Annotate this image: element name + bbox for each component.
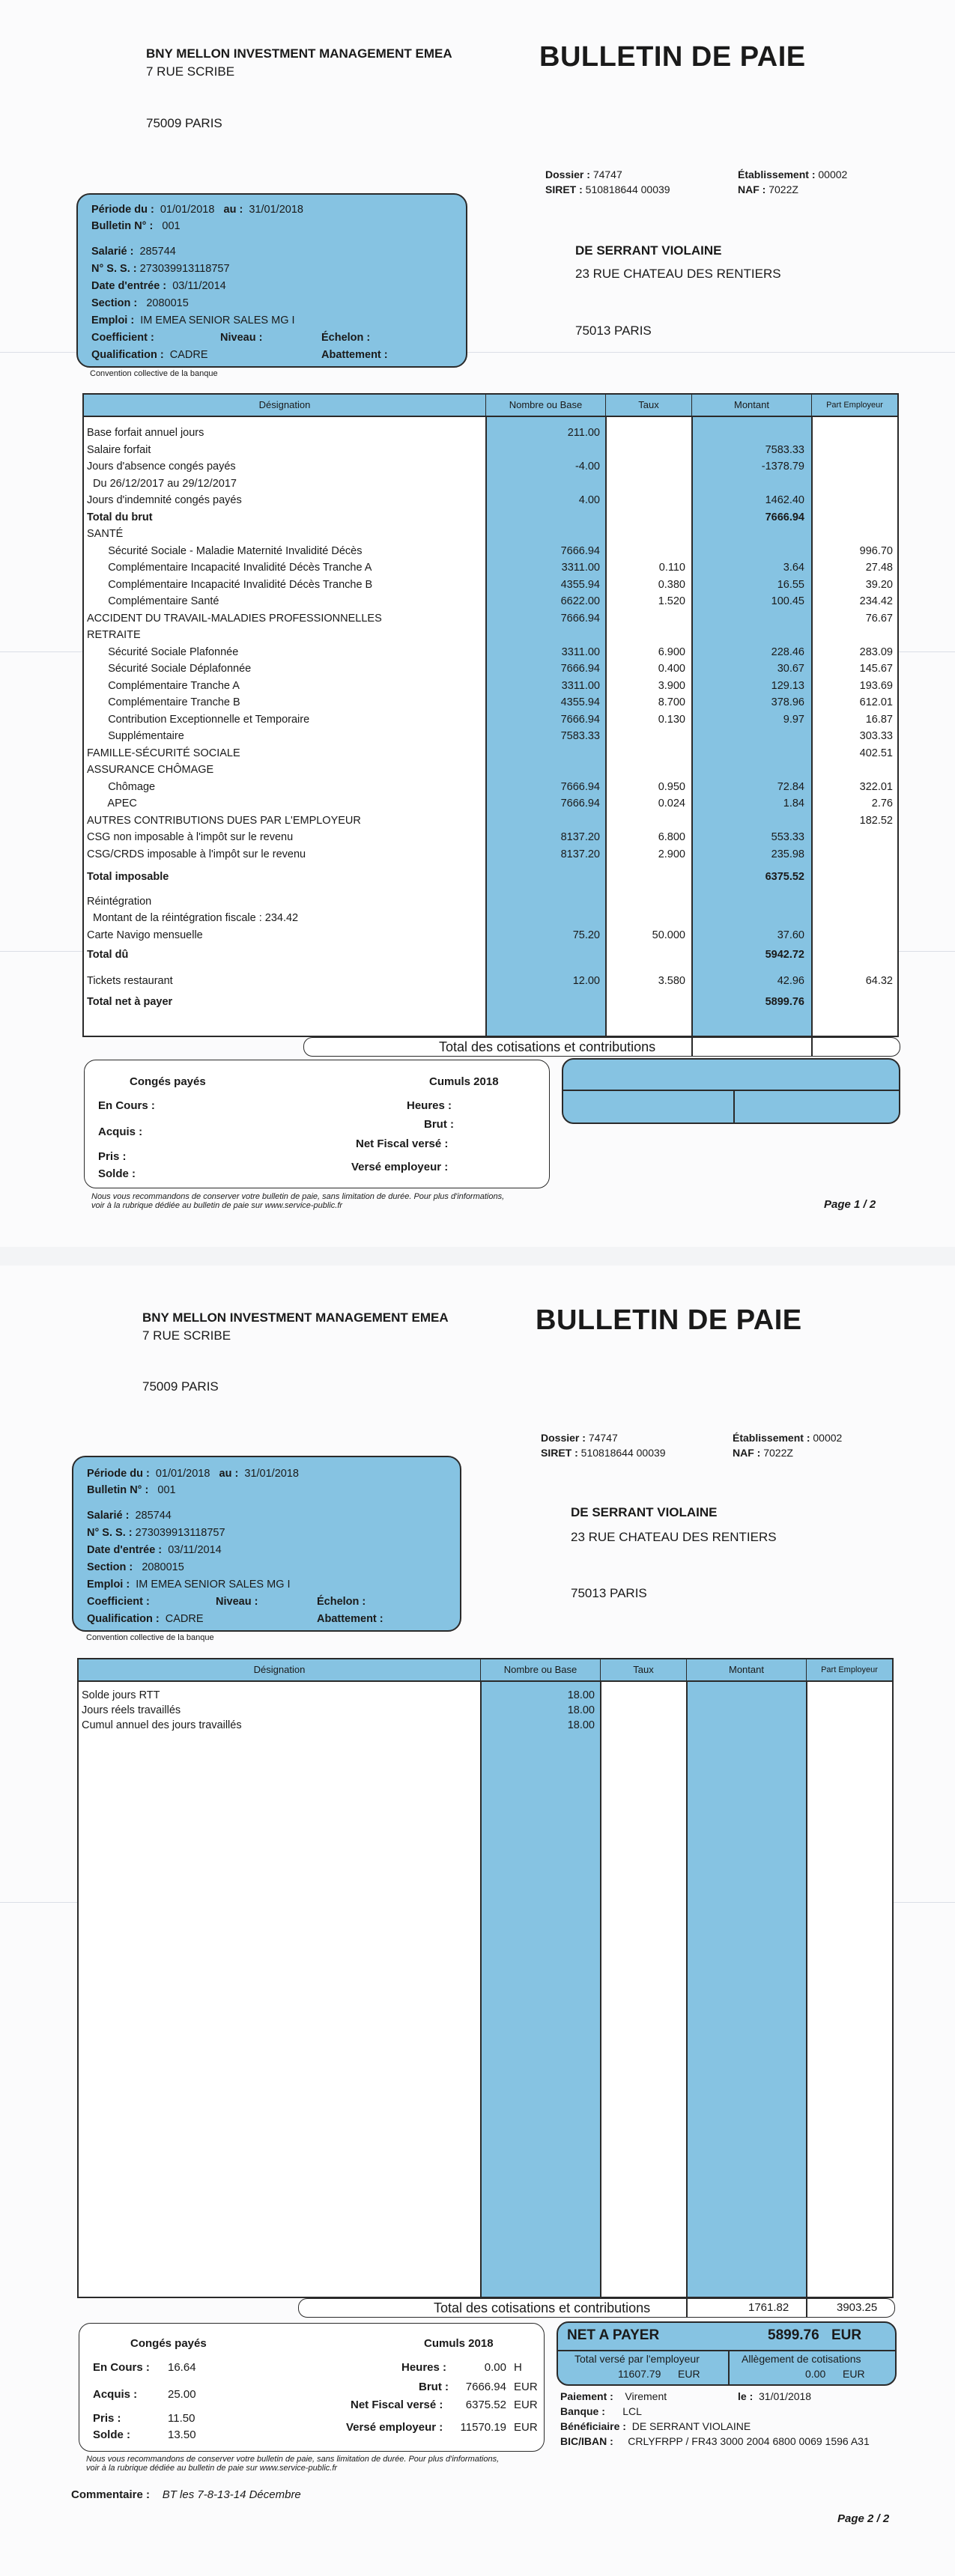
row-label: AUTRES CONTRIBUTIONS DUES PAR L'EMPLOYEUR [87, 814, 361, 827]
pris-value: 11.50 [168, 2412, 195, 2425]
total-verse-value: 11607.79 [618, 2368, 661, 2380]
row-taux [606, 443, 685, 458]
recipient-city: 75013 PARIS [571, 1586, 647, 1600]
naf-info: NAF : 7022Z [738, 183, 798, 195]
document-title: BULLETIN DE PAIE [539, 41, 806, 73]
row-employeur [812, 443, 893, 458]
row-base [486, 510, 600, 525]
row-montant: 129.13 [771, 679, 804, 692]
row-montant: 9.97 [783, 713, 804, 726]
row-label: Sécurité Sociale - Maladie Maternité Invalidité Décès [87, 544, 363, 557]
convention-label: Convention collective de la banque [86, 1633, 214, 1642]
dossier-info: Dossier : 74747 [545, 168, 622, 180]
netfiscal-label: Net Fiscal versé : [356, 1137, 449, 1150]
row-label: Total net à payer [87, 996, 173, 1008]
acquis-label: Acquis : [93, 2388, 138, 2401]
row-taux: 0.024 [658, 798, 685, 809]
header-taux: Taux [606, 395, 692, 417]
row-taux: 2.900 [658, 848, 685, 860]
row-montant [692, 476, 804, 491]
employer-city: 75009 PARIS [142, 1379, 219, 1394]
net-a-payer-box [557, 2321, 897, 2386]
pris-label: Pris : [93, 2412, 121, 2425]
net-currency: EUR [831, 2327, 862, 2343]
row-montant: 553.33 [771, 831, 804, 843]
heures-value: 0.00 [484, 2361, 506, 2374]
siret-info: SIRET : 510818644 00039 [541, 1447, 666, 1459]
row-montant: 6375.52 [765, 871, 804, 883]
total-verse-unit: EUR [678, 2368, 700, 2380]
row-label: Chômage [87, 780, 156, 793]
cumuls-label: Cumuls 2018 [429, 1075, 499, 1088]
recipient-street: 23 RUE CHATEAU DES RENTIERS [575, 267, 781, 281]
row-base [486, 813, 600, 828]
employer-name: BNY MELLON INVESTMENT MANAGEMENT EMEA [146, 46, 452, 61]
row-label: Tickets restaurant [87, 974, 173, 987]
row-employeur [812, 894, 893, 909]
row-employeur: 27.48 [865, 562, 893, 574]
row-employeur [812, 526, 893, 541]
row-taux [606, 947, 685, 962]
row-montant: 235.98 [771, 848, 804, 860]
row-montant: 16.55 [777, 578, 804, 591]
header-montant: Montant [687, 1659, 807, 1682]
bic-iban-info: BIC/IBAN : CRLYFRPP / FR43 3000 2004 6800 0069 1596 A31 [560, 2435, 870, 2447]
header-designation: Désignation [84, 395, 486, 417]
row-label: Base forfait annuel jours [87, 427, 204, 439]
row-base [486, 894, 600, 909]
total-montant: 1761.82 [748, 2301, 789, 2314]
acquis-value: 25.00 [168, 2388, 196, 2401]
beneficiaire-info: Bénéficiaire : DE SERRANT VIOLAINE [560, 2420, 751, 2432]
employer-street: 7 RUE SCRIBE [142, 1328, 231, 1343]
row-label: Total dû [87, 949, 129, 961]
row-taux [606, 762, 685, 777]
payslip-table [82, 393, 899, 1037]
row-taux: 50.000 [652, 929, 685, 941]
total-cotisations-label: Total des cotisations et contributions [439, 1039, 656, 1054]
row-employeur: 996.70 [859, 544, 893, 557]
row-montant [692, 611, 804, 626]
row-montant: 30.67 [777, 663, 804, 675]
header-taux: Taux [601, 1659, 687, 1682]
row-label: RETRAITE [87, 629, 141, 641]
row-employeur: 322.01 [859, 780, 893, 793]
row-base: 7666.94 [560, 612, 600, 625]
row-label: Jours d'indemnité congés payés [87, 494, 242, 506]
total-cotisations-label: Total des cotisations et contributions [434, 2300, 651, 2315]
row-base: 7666.94 [560, 544, 600, 557]
row-base: 4.00 [578, 494, 600, 506]
row-employeur [812, 911, 893, 926]
row-montant [692, 526, 804, 541]
row-label: FAMILLE-SÉCURITÉ SOCIALE [87, 747, 240, 759]
montant-column-shade [687, 1682, 807, 2297]
row-taux: 6.800 [658, 831, 685, 843]
row-montant: 37.60 [777, 929, 804, 941]
row-employeur [812, 994, 893, 1009]
row-base [486, 443, 600, 458]
row-montant: -1378.79 [761, 461, 804, 473]
heures-label: Heures : [407, 1099, 452, 1112]
row-taux [606, 510, 685, 525]
row-label: Salaire forfait [87, 443, 151, 456]
total-employeur: 3903.25 [837, 2301, 878, 2314]
netfiscal-value: 6375.52 [465, 2399, 506, 2411]
row-montant: 42.96 [777, 974, 804, 987]
row-base: 18.00 [567, 1689, 595, 1701]
header-employeur: Part Employeur [807, 1659, 892, 1682]
row-montant [692, 746, 804, 761]
total-cotisations-bar [298, 2298, 895, 2318]
conges-label: Congés payés [130, 2337, 207, 2350]
row-montant [692, 544, 804, 559]
row-employeur: 145.67 [859, 663, 893, 675]
row-montant: 3.64 [783, 562, 804, 574]
paiement-info: Paiement : Virement [560, 2390, 667, 2402]
payslip-page-2 [0, 1266, 955, 2576]
row-employeur [812, 493, 893, 508]
total-cotisations-bar [303, 1037, 900, 1057]
header-base: Nombre ou Base [481, 1659, 601, 1682]
row-base: 7666.94 [560, 798, 600, 809]
row-base [486, 526, 600, 541]
employer-city: 75009 PARIS [146, 116, 222, 130]
cumuls-box-p2 [79, 2323, 545, 2452]
row-employeur: 76.67 [865, 612, 893, 625]
row-employeur [812, 476, 893, 491]
row-taux [606, 544, 685, 559]
row-taux [606, 526, 685, 541]
header-designation: Désignation [79, 1659, 481, 1682]
allegement-label: Allègement de cotisations [742, 2353, 861, 2365]
row-taux: 3.580 [658, 974, 685, 987]
page-number: Page 2 / 2 [837, 2512, 890, 2525]
header-employeur: Part Employeur [812, 395, 897, 417]
acquis-label: Acquis : [98, 1126, 143, 1138]
payslip-table [77, 1658, 894, 2298]
row-taux [606, 493, 685, 508]
row-base: 75.20 [572, 929, 600, 941]
row-employeur: 303.33 [859, 730, 893, 742]
row-montant [692, 628, 804, 643]
row-base: 3311.00 [561, 679, 600, 692]
row-taux [606, 869, 685, 884]
row-taux [606, 994, 685, 1009]
verse-label: Versé employeur : [351, 1161, 449, 1173]
convention-label: Convention collective de la banque [90, 369, 218, 378]
row-label: Solde jours RTT [82, 1689, 160, 1701]
row-label: APEC [87, 798, 137, 809]
recipient-name: DE SERRANT VIOLAINE [575, 243, 722, 258]
row-base [486, 994, 600, 1009]
brut-value: 7666.94 [465, 2381, 506, 2393]
dossier-info: Dossier : 74747 [541, 1432, 618, 1444]
row-label: Contribution Exceptionnelle et Temporaire [87, 713, 310, 726]
row-montant [692, 911, 804, 926]
row-montant: 5899.76 [765, 996, 804, 1008]
row-label: Total imposable [87, 871, 169, 883]
row-base [486, 746, 600, 761]
row-base [486, 628, 600, 643]
row-taux [606, 476, 685, 491]
row-employeur [812, 869, 893, 884]
row-taux: 0.380 [658, 578, 685, 591]
verse-label: Versé employeur : [346, 2421, 443, 2434]
row-taux: 1.520 [658, 595, 685, 607]
verse-value: 11570.19 [460, 2421, 506, 2434]
row-employeur [812, 847, 893, 862]
row-montant [692, 894, 804, 909]
row-taux [606, 729, 685, 744]
allegement-unit: EUR [843, 2368, 865, 2380]
row-employeur: 193.69 [859, 679, 893, 692]
row-employeur [812, 459, 893, 474]
row-taux: 0.950 [658, 780, 685, 793]
row-label: CSG/CRDS imposable à l'impôt sur le revenu [87, 848, 306, 860]
row-base: 7666.94 [560, 780, 600, 793]
row-base: 8137.20 [560, 831, 600, 843]
retention-notice: Nous vous recommandons de conserver votre bulletin de paie, sans limitation de durée. Pour plus d'informations, voir à la rubrique dédiée au bulletin de paie sur www.service-public.fr [86, 2455, 500, 2473]
netfiscal-unit: EUR [514, 2399, 538, 2411]
payslip-page-1 [0, 0, 955, 1247]
row-employeur: 283.09 [859, 645, 893, 658]
etablissement-info: Établissement : 00002 [738, 168, 848, 180]
cumuls-box-p1 [84, 1060, 550, 1188]
row-montant: 1.84 [783, 798, 804, 809]
row-employeur [812, 762, 893, 777]
row-label: Sécurité Sociale Plafonnée [87, 645, 239, 658]
row-base: 211.00 [567, 427, 600, 439]
comment: Commentaire : BT les 7-8-13-14 Décembre [71, 2488, 301, 2501]
row-base [486, 762, 600, 777]
pris-label: Pris : [98, 1150, 127, 1163]
net-box-empty [562, 1058, 900, 1124]
row-montant: 5942.72 [765, 949, 804, 961]
row-base [486, 947, 600, 962]
verse-unit: EUR [514, 2421, 538, 2434]
row-employeur: 39.20 [865, 578, 893, 591]
row-montant [692, 813, 804, 828]
row-employeur: 64.32 [865, 974, 893, 987]
row-montant [692, 729, 804, 744]
row-montant: 7583.33 [765, 443, 804, 456]
siret-info: SIRET : 510818644 00039 [545, 183, 670, 195]
row-base: 7583.33 [560, 730, 600, 742]
row-label: Complémentaire Tranche B [87, 696, 240, 708]
row-montant [692, 425, 804, 440]
row-label: Total du brut [87, 511, 153, 523]
employee-info-box: Période du : 01/01/2018 au : 31/01/2018 Bulletin N° : 001 Salarié : 285744 N° S. S. : 273039913118757 Date d'entrée : 03/11/2014 Section : 2080015 Emploi : IM EMEA SENIOR SALES MG I Coefficient : Niveau : Échelon : Qualification : CADRE Abattement : [72, 1456, 461, 1632]
row-label: Supplémentaire [87, 730, 184, 742]
solde-label: Solde : [93, 2428, 131, 2441]
row-label: Jours réels travaillés [82, 1704, 181, 1716]
encours-label: En Cours : [93, 2361, 150, 2374]
row-label: Complémentaire Tranche A [87, 679, 240, 692]
row-montant: 228.46 [771, 645, 804, 658]
net-label: NET A PAYER [567, 2327, 660, 2343]
row-taux [606, 813, 685, 828]
row-taux [606, 746, 685, 761]
row-taux [606, 611, 685, 626]
row-base: 7666.94 [560, 713, 600, 726]
brut-unit: EUR [514, 2381, 538, 2393]
row-taux: 0.110 [658, 562, 685, 574]
etablissement-info: Établissement : 00002 [733, 1432, 843, 1444]
row-taux [606, 911, 685, 926]
row-base: 8137.20 [560, 848, 600, 860]
row-employeur: 2.76 [871, 798, 893, 809]
row-montant: 100.45 [771, 595, 804, 607]
banque-info: Banque : LCL [560, 2405, 642, 2417]
row-label: Du 26/12/2017 au 29/12/2017 [87, 477, 237, 490]
row-label: CSG non imposable à l'impôt sur le revenu [87, 831, 294, 843]
row-montant [692, 762, 804, 777]
heures-unit: H [514, 2361, 522, 2374]
row-label: Jours d'absence congés payés [87, 461, 236, 473]
row-base: 18.00 [567, 1719, 595, 1731]
row-employeur: 182.52 [859, 814, 893, 827]
recipient-city: 75013 PARIS [575, 323, 652, 338]
row-label: Complémentaire Santé [87, 595, 219, 607]
page-number: Page 1 / 2 [824, 1198, 876, 1211]
row-taux: 3.900 [658, 679, 685, 692]
employer-street: 7 RUE SCRIBE [146, 64, 235, 79]
retention-notice: Nous vous recommandons de conserver votre bulletin de paie, sans limitation de durée. Pour plus d'informations, voir à la rubrique dédiée au bulletin de paie sur www.service-public.fr [91, 1192, 505, 1210]
row-base: -4.00 [574, 461, 600, 473]
row-label: Montant de la réintégration fiscale : 234.42 [87, 912, 299, 924]
heures-label: Heures : [401, 2361, 447, 2374]
row-montant: 7666.94 [765, 511, 804, 523]
row-employeur [812, 425, 893, 440]
row-label: Cumul annuel des jours travaillés [82, 1719, 242, 1731]
cumuls-label: Cumuls 2018 [424, 2337, 494, 2350]
row-employeur [812, 628, 893, 643]
row-taux [606, 459, 685, 474]
recipient-name: DE SERRANT VIOLAINE [571, 1505, 718, 1519]
row-employeur: 16.87 [865, 713, 893, 726]
row-taux [606, 425, 685, 440]
row-montant: 378.96 [771, 696, 804, 708]
encours-value: 16.64 [168, 2361, 196, 2374]
netfiscal-label: Net Fiscal versé : [351, 2399, 443, 2411]
row-label: Réintégration [87, 895, 152, 908]
naf-info: NAF : 7022Z [733, 1447, 793, 1459]
row-employeur [812, 947, 893, 962]
row-label: SANTÉ [87, 528, 124, 540]
row-base: 6622.00 [560, 595, 600, 607]
base-column-shade [481, 1682, 601, 2297]
row-label: ASSURANCE CHÔMAGE [87, 764, 214, 776]
row-employeur [812, 830, 893, 845]
row-employeur: 402.51 [859, 747, 893, 759]
row-label: Carte Navigo mensuelle [87, 929, 203, 941]
row-base: 18.00 [567, 1704, 595, 1716]
row-base: 4355.94 [560, 578, 600, 591]
brut-label: Brut : [419, 2381, 449, 2393]
row-label: Complémentaire Incapacité Invalidité Décès Tranche B [87, 578, 373, 591]
row-employeur [812, 928, 893, 943]
solde-value: 13.50 [168, 2428, 196, 2441]
header-base: Nombre ou Base [486, 395, 606, 417]
recipient-street: 23 RUE CHATEAU DES RENTIERS [571, 1530, 777, 1544]
employer-name: BNY MELLON INVESTMENT MANAGEMENT EMEA [142, 1310, 449, 1325]
encours-label: En Cours : [98, 1099, 155, 1112]
row-base: 4355.94 [560, 696, 600, 708]
row-taux: 0.400 [658, 663, 685, 675]
row-base: 3311.00 [561, 562, 600, 574]
row-employeur: 612.01 [859, 696, 893, 708]
row-label: Complémentaire Incapacité Invalidité Décès Tranche A [87, 562, 372, 574]
row-label: Sécurité Sociale Déplafonnée [87, 663, 252, 675]
row-label: ACCIDENT DU TRAVAIL-MALADIES PROFESSIONNELLES [87, 612, 382, 625]
solde-label: Solde : [98, 1167, 136, 1180]
row-taux [606, 894, 685, 909]
row-base: 7666.94 [560, 663, 600, 675]
row-montant: 1462.40 [765, 494, 804, 506]
row-taux: 6.900 [658, 645, 685, 658]
row-base [486, 476, 600, 491]
row-employeur [812, 510, 893, 525]
row-base: 3311.00 [561, 645, 600, 658]
row-montant: 72.84 [777, 780, 804, 793]
paiement-date: le : 31/01/2018 [738, 2390, 812, 2402]
conges-label: Congés payés [130, 1075, 206, 1088]
net-amount: 5899.76 [768, 2327, 819, 2343]
document-title: BULLETIN DE PAIE [536, 1304, 802, 1336]
employee-info-box: Période du : 01/01/2018 au : 31/01/2018 Bulletin N° : 001 Salarié : 285744 N° S. S. : 273039913118757 Date d'entrée : 03/11/2014 Section : 2080015 Emploi : IM EMEA SENIOR SALES MG I Coefficient : Niveau : Échelon : Qualification : CADRE Abattement : [76, 193, 467, 368]
row-base [486, 869, 600, 884]
row-base: 12.00 [572, 974, 600, 987]
allegement-value: 0.00 [805, 2368, 826, 2380]
row-employeur: 234.42 [859, 595, 893, 607]
row-taux: 0.130 [658, 713, 685, 726]
header-montant: Montant [692, 395, 812, 417]
row-base [486, 911, 600, 926]
total-verse-label: Total versé par l'employeur [574, 2353, 700, 2365]
brut-label: Brut : [424, 1118, 454, 1131]
row-taux [606, 628, 685, 643]
row-taux: 8.700 [658, 696, 685, 708]
